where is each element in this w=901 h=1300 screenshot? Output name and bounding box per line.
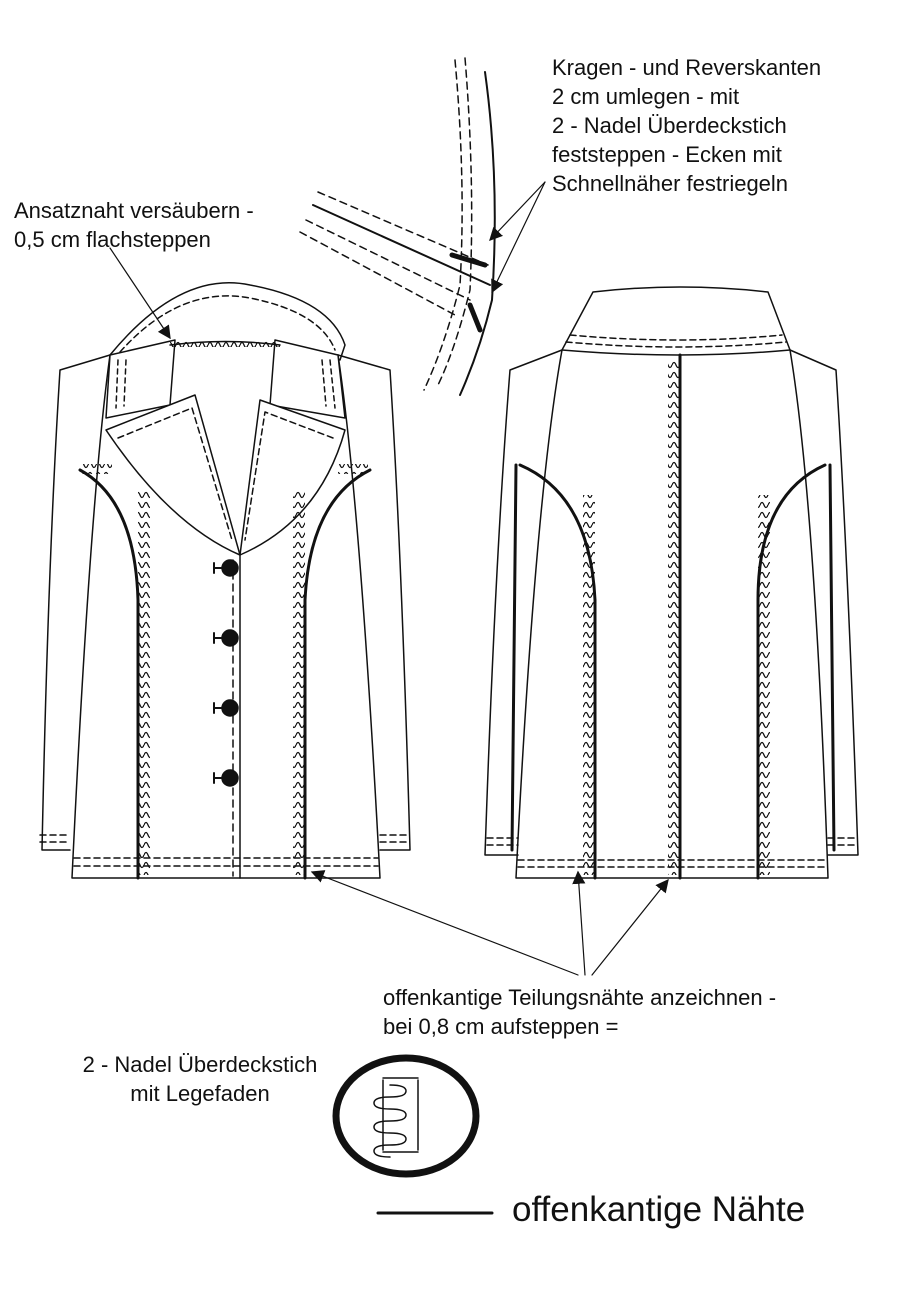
seams-annotation: [383, 983, 776, 1041]
neckline-annotation-line-2: 0,5 cm flachsteppen: [14, 227, 211, 252]
stitch-annotation-line-2: mit Legefaden: [130, 1081, 270, 1106]
button-4: [214, 770, 238, 786]
button-2: [214, 630, 238, 646]
jacket-back-view: [485, 287, 858, 878]
collar-annotation-line-4: feststeppen - Ecken mit: [552, 142, 782, 167]
button-1: [214, 560, 238, 576]
stitch-annotation-line-1: 2 - Nadel Überdeckstich: [82, 1052, 318, 1077]
neckline-annotation-line-1: Ansatznaht versäubern -: [14, 198, 254, 223]
collar-annotation-line-2: 2 cm umlegen - mit: [552, 84, 740, 109]
collar-annotation-line-1: Kragen - und Reverskanten: [552, 55, 822, 80]
collar-annotation-line-5: Schnellnäher festriegeln: [552, 171, 789, 196]
collar-annotation-line-3: 2 - Nadel Überdeckstich: [552, 113, 787, 138]
seams-annotation-line-2: bei 0,8 cm aufsteppen =: [383, 1014, 619, 1039]
neckline-annotation: [14, 196, 254, 254]
jacket-front-view: [40, 283, 410, 878]
seams-annotation-line-1: offenkantige Teilungsnähte anzeichnen -: [383, 985, 777, 1010]
button-3: [214, 700, 238, 716]
collar-annotation: [552, 53, 821, 198]
collar-corner-detail: [300, 58, 495, 395]
legend-label: offenkantige Nähte: [512, 1190, 806, 1229]
stitch-annotation: [40, 1050, 360, 1108]
